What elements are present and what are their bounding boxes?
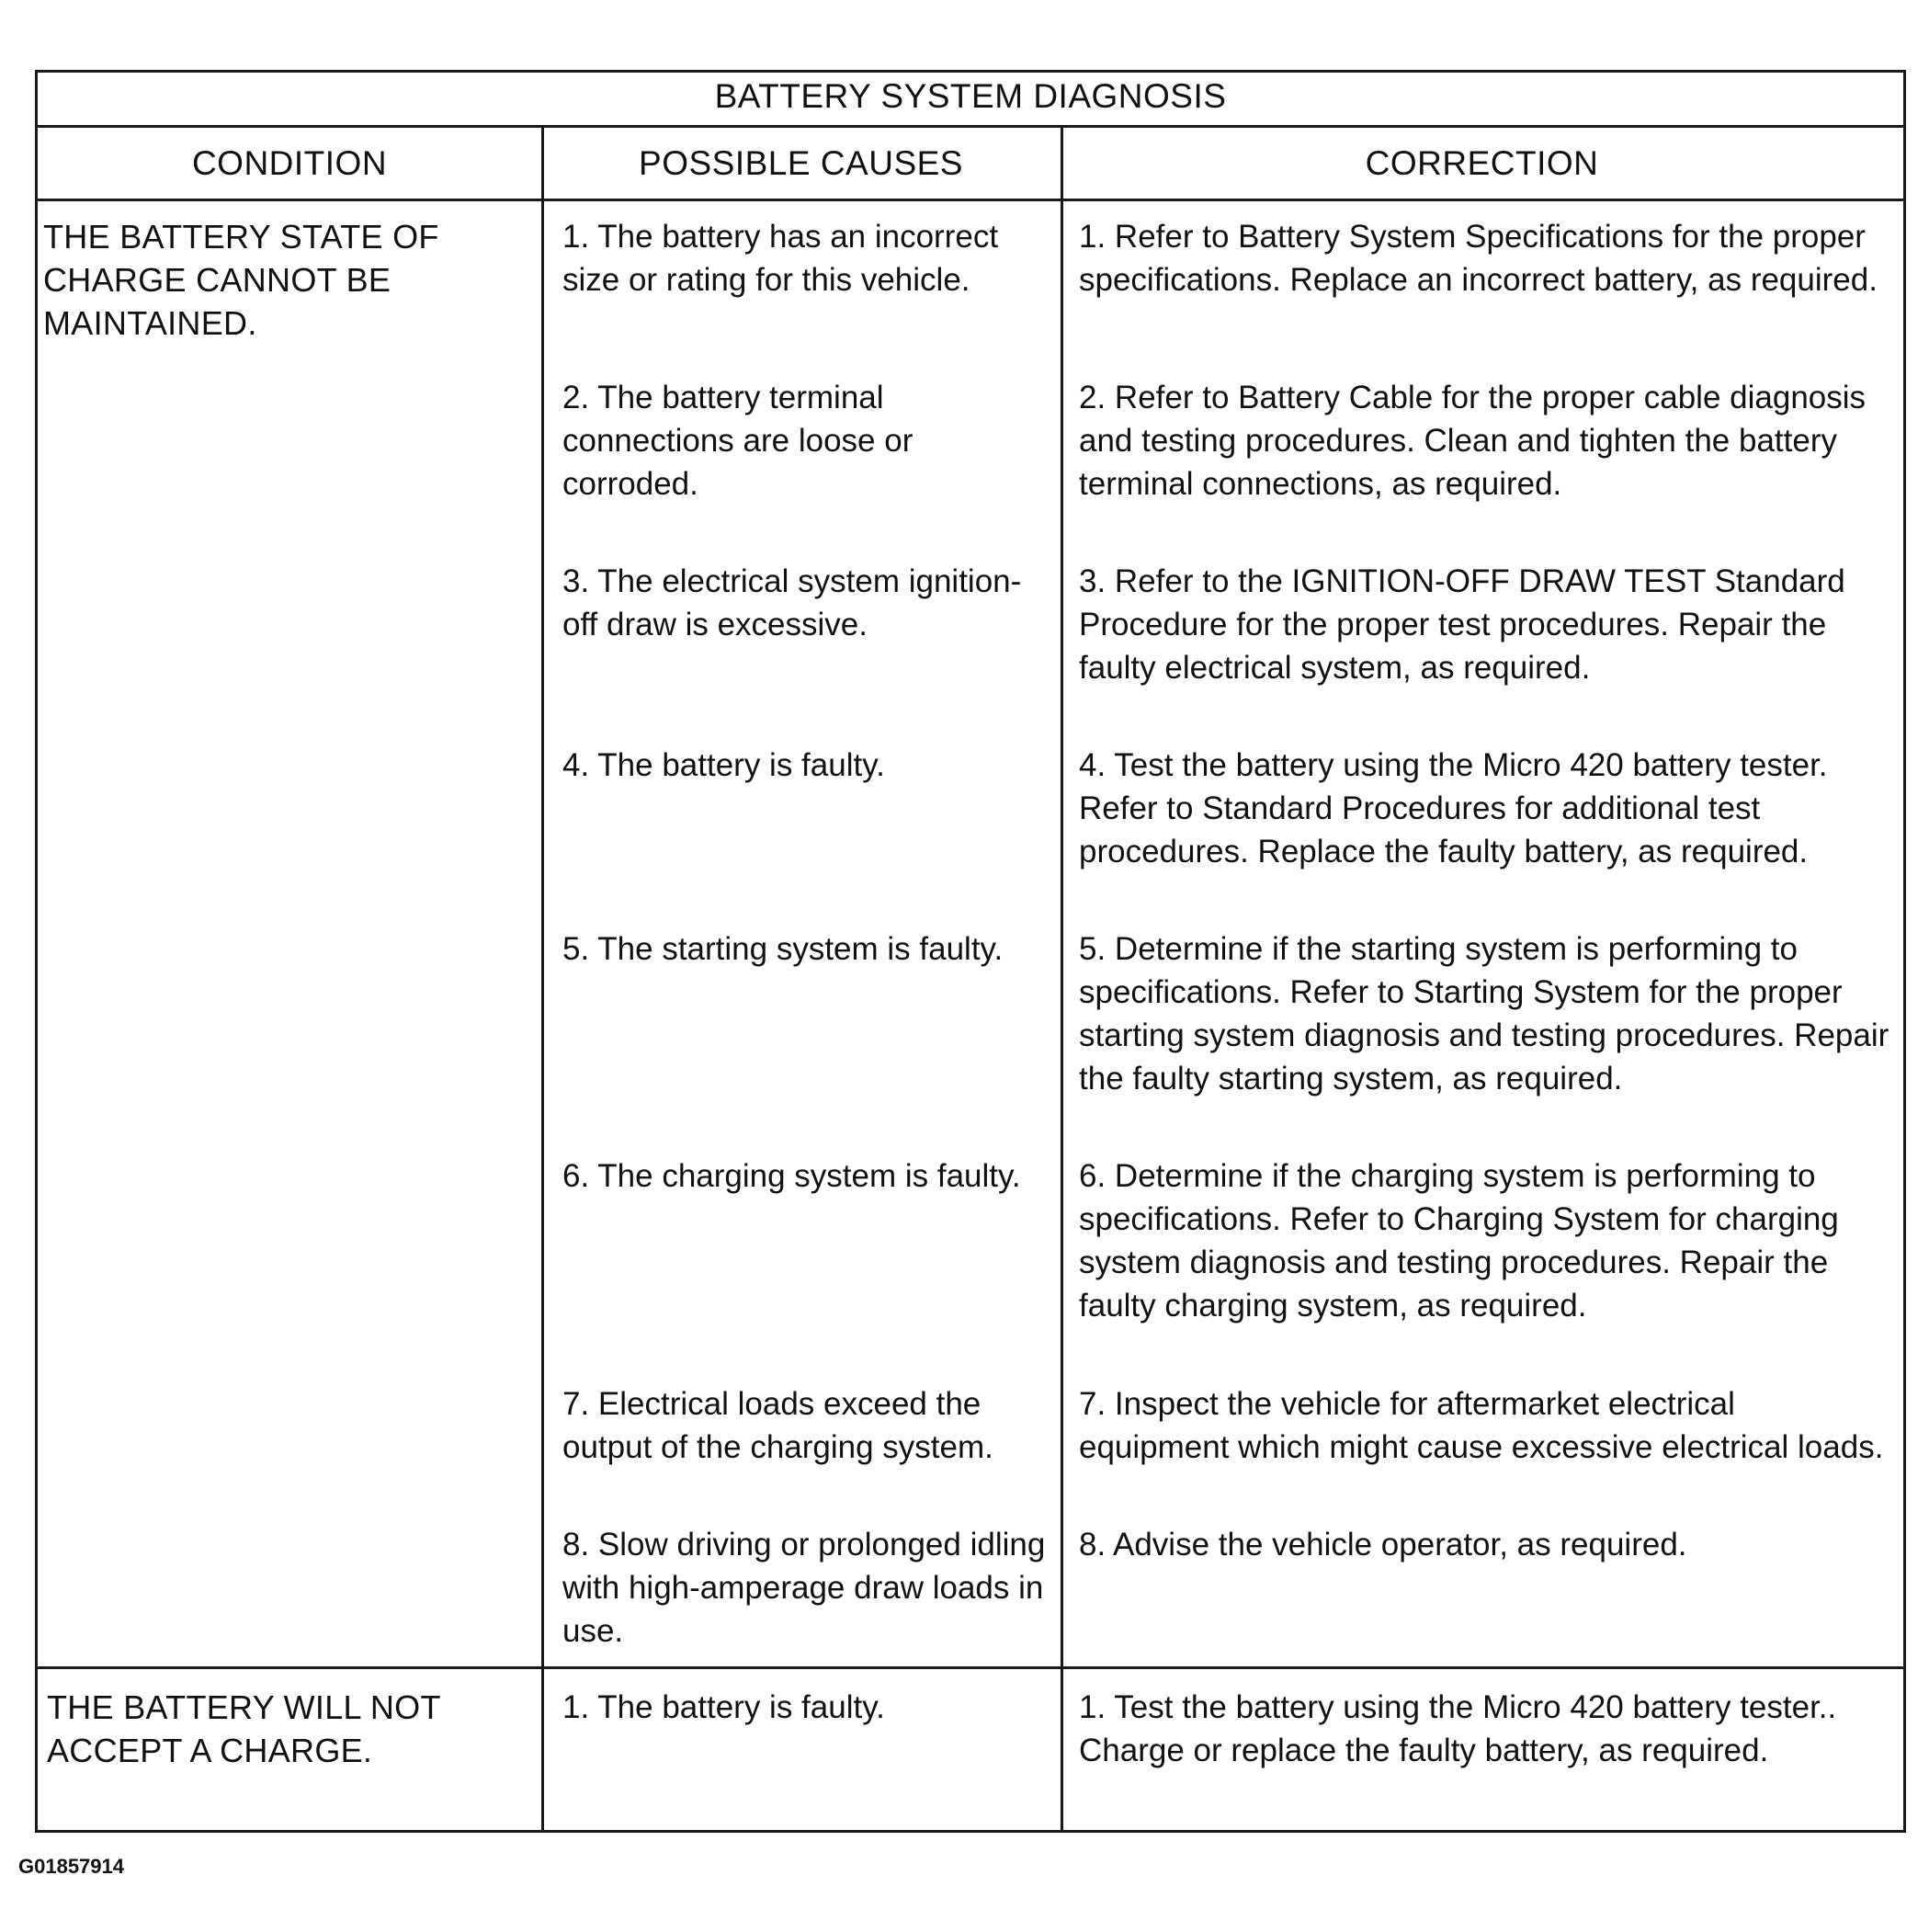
figure-id: G01857914 [18,1855,124,1878]
correction-cell: 2. Refer to Battery Cable for the proper cable diagnosis and testing procedures. Clean and tighten the battery terminal connections, as required. [1079,380,1867,502]
cause-cell: 3. The electrical system ignition-off draw is excessive. [562,563,1022,642]
correction-cell: 1. Test the battery using the Micro 420 battery tester.. Charge or replace the faulty battery, as required. [1079,1689,1837,1768]
cause-cell: 1. The battery is faulty. [562,1689,885,1725]
correction-cell: 8. Advise the vehicle operator, as required. [1079,1527,1687,1563]
condition-cell: THE BATTERY WILL NOT ACCEPT A CHARGE. [47,1688,441,1769]
cause-cell: 4. The battery is faulty. [562,747,885,783]
table-title: BATTERY SYSTEM DIAGNOSIS [38,73,1903,128]
column-header-condition: CONDITION [38,128,541,201]
correction-cell: 7. Inspect the vehicle for aftermarket electrical equipment which might cause excessive electrical loads. [1079,1386,1884,1465]
section-divider [38,1666,1903,1669]
correction-cell: 1. Refer to Battery System Specifications for the proper specifications. Replace an incorrect battery, as required. [1079,219,1878,298]
cause-cell: 6. The charging system is faulty. [562,1158,1021,1194]
diagnosis-table [35,70,1906,1833]
correction-cell: 6. Determine if the charging system is performing to specifications. Refer to Charging System for charging system diagnosis and testing procedures. Repair the faulty charging system, as required. [1079,1158,1839,1324]
correction-cell: 5. Determine if the starting system is performing to specifications. Refer to Starting System for the proper starting system diagnosis and testing procedures. Repair the faulty starting system, as required. [1079,931,1889,1097]
cause-cell: 7. Electrical loads exceed the output of the charging system. [562,1386,993,1465]
column-divider [1061,128,1063,1830]
condition-cell: THE BATTERY STATE OF CHARGE CANNOT BE MAINTAINED. [43,218,439,342]
column-divider [541,128,544,1830]
cause-cell: 1. The battery has an incorrect size or rating for this vehicle. [562,219,999,298]
correction-cell: 3. Refer to the IGNITION-OFF DRAW TEST Standard Procedure for the proper test procedures. Repair the faulty electrical system, as required. [1079,563,1845,686]
cause-cell: 5. The starting system is faulty. [562,931,1004,967]
column-header-correction: CORRECTION [1061,128,1903,201]
correction-cell: 4. Test the battery using the Micro 420 battery tester. Refer to Standard Procedures for additional test procedures. Replace the faulty battery, as required. [1079,747,1828,869]
cause-cell: 8. Slow driving or prolonged idling with high-amperage draw loads in use. [562,1527,1046,1649]
cause-cell: 2. The battery terminal connections are loose or corroded. [562,380,913,502]
column-header-causes: POSSIBLE CAUSES [541,128,1061,201]
